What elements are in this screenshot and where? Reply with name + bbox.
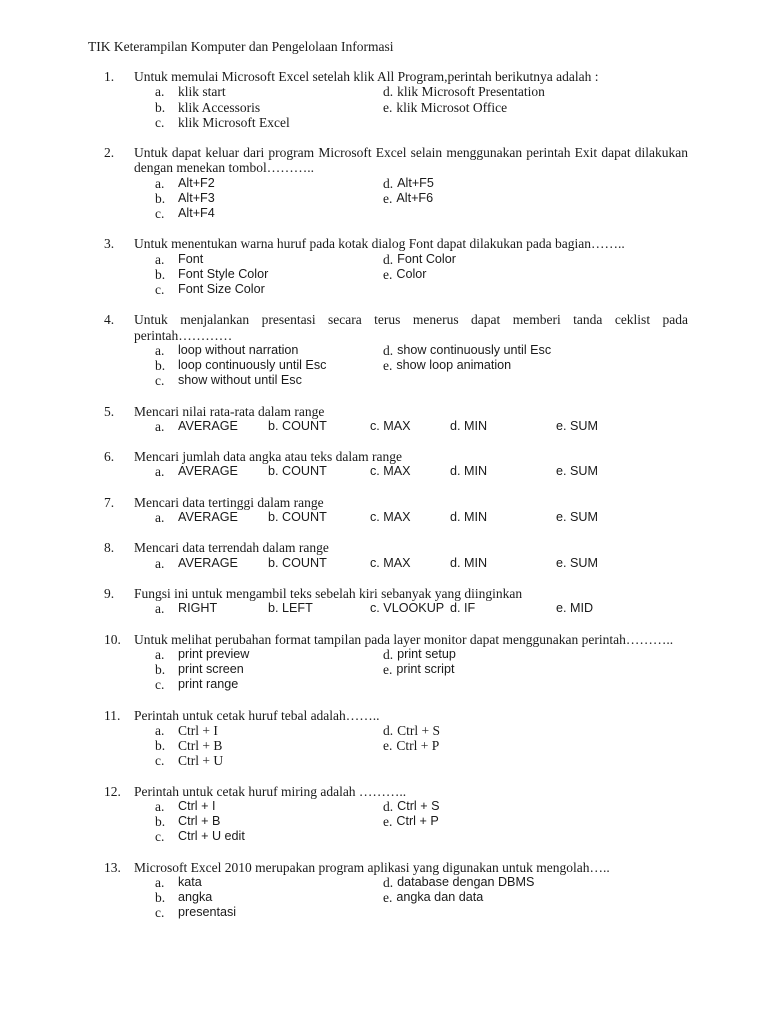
option-cell: c. MAX: [370, 555, 411, 570]
question-item: [88, 312, 688, 388]
option-item: [383, 358, 688, 373]
option-text: angka: [178, 889, 213, 904]
option-text: show without until Esc: [178, 373, 302, 388]
option-text: Ctrl + I: [178, 798, 216, 813]
option-letter: c.: [155, 114, 165, 130]
option-cell: e. MID: [556, 601, 594, 616]
question-item: [88, 632, 688, 693]
option-letter: d.: [383, 874, 394, 890]
question-number: [88, 784, 134, 845]
option-cell: d. MIN: [450, 555, 488, 570]
option-letter: e.: [383, 99, 393, 115]
option-letter: b.: [155, 190, 166, 206]
question-number-text: 13.: [104, 859, 121, 875]
option-cell: a.: [155, 601, 165, 617]
option-letter: b.: [155, 889, 166, 905]
option-letter: a.: [155, 175, 165, 191]
option-item: [383, 753, 688, 768]
option-letter: c.: [155, 905, 165, 921]
question-number: [88, 449, 134, 479]
option-letter: e.: [383, 889, 393, 905]
question-number: [88, 236, 134, 297]
option-list: [134, 647, 688, 693]
option-cell: c. VLOOKUP: [370, 601, 445, 616]
option-cell: d. MIN: [450, 418, 488, 433]
option-item: [383, 905, 688, 920]
option-cell: AVERAGE: [178, 464, 238, 479]
option-cell: a.: [155, 555, 165, 571]
option-item: [134, 100, 383, 115]
question-text: Mencari data terrendah dalam range: [134, 540, 329, 556]
question-body: [134, 449, 688, 479]
question-body: [134, 586, 688, 616]
question-body: [134, 632, 688, 693]
option-text: Ctrl + B: [178, 813, 221, 828]
option-text: loop without narration: [178, 342, 299, 357]
option-letter: d.: [383, 798, 394, 814]
question-item: [88, 449, 688, 479]
question-body: [134, 495, 688, 525]
question-number-text: 4.: [104, 312, 115, 328]
option-text: print setup: [397, 646, 456, 661]
option-item: [134, 723, 383, 738]
option-letter: d.: [383, 84, 394, 100]
option-item: [134, 358, 383, 373]
question-number: [88, 69, 134, 130]
question-number: [88, 404, 134, 434]
option-letter: d.: [383, 342, 394, 358]
option-text: Ctrl + P: [396, 813, 439, 828]
question-item: [88, 586, 688, 616]
option-text: Color: [396, 266, 427, 281]
option-cell: AVERAGE: [178, 418, 238, 433]
option-item: [383, 829, 688, 844]
option-letter: b.: [155, 661, 166, 677]
option-text: Font Size Color: [178, 282, 265, 297]
option-letter: a.: [155, 342, 165, 358]
option-item: [383, 115, 688, 130]
option-text: Font Color: [397, 251, 456, 266]
option-text: Alt+F5: [397, 175, 434, 190]
option-text: Ctrl + S: [397, 722, 440, 738]
option-text: Ctrl + I: [178, 722, 218, 738]
question-item: [88, 495, 688, 525]
option-text: klik Accessoris: [178, 99, 261, 115]
option-item: [383, 84, 688, 99]
option-letter: e.: [383, 737, 393, 753]
option-item: [134, 267, 383, 282]
option-item: [383, 647, 688, 662]
option-cell: e. SUM: [556, 418, 598, 433]
question-body: [134, 784, 688, 845]
question-number-text: 11.: [104, 707, 121, 723]
option-list: [134, 84, 688, 130]
option-letter: c.: [155, 677, 165, 693]
option-item: [383, 100, 688, 115]
option-text: print script: [396, 661, 455, 676]
option-letter: e.: [383, 813, 393, 829]
question-text: Untuk melihat perubahan format tampilan pada layer monitor dapat menggunakan perintah………..: [134, 631, 674, 647]
option-letter: a.: [155, 251, 165, 267]
question-number: [88, 708, 134, 769]
question-number: [88, 495, 134, 525]
option-item: [383, 875, 688, 890]
question-body: [134, 708, 688, 769]
option-item: [134, 191, 383, 206]
question-body: [134, 236, 688, 297]
question-number: [88, 632, 134, 693]
option-letter: d.: [383, 175, 394, 191]
option-item: [383, 890, 688, 905]
option-text: database dengan DBMS: [397, 874, 535, 889]
option-item: [134, 799, 383, 814]
option-item: [383, 191, 688, 206]
option-cell: e. SUM: [556, 555, 598, 570]
option-letter: e.: [383, 661, 393, 677]
option-cell: b. COUNT: [268, 555, 327, 570]
question-text: Microsoft Excel 2010 merupakan program aplikasi yang digunakan untuk mengolah…..: [134, 859, 610, 875]
option-letter: d.: [383, 251, 394, 267]
question-item: [88, 69, 688, 130]
option-item: [134, 829, 383, 844]
question-text: Untuk memulai Microsoft Excel setelah klik All Program,perintah berikutnya adalah :: [134, 69, 599, 85]
document-title: TIK Keterampilan Komputer dan Pengelolaan Informasi: [88, 39, 394, 54]
option-letter: a.: [155, 84, 165, 100]
question-text: Perintah untuk cetak huruf tebal adalah……..: [134, 707, 380, 723]
option-cell: e. SUM: [556, 464, 598, 479]
option-letter: c.: [155, 829, 165, 845]
question-body: [134, 69, 688, 130]
option-item: [134, 343, 383, 358]
option-text: loop continuously until Esc: [178, 358, 327, 373]
question-body: [134, 404, 688, 434]
option-text: Ctrl + B: [178, 737, 223, 753]
option-item: [134, 738, 383, 753]
option-cell: a.: [155, 464, 165, 480]
option-text: Ctrl + U: [178, 753, 224, 769]
option-letter: d.: [383, 646, 394, 662]
option-letter: b.: [155, 737, 166, 753]
option-cell: AVERAGE: [178, 555, 238, 570]
question-number-text: 3.: [104, 236, 115, 252]
option-list: [134, 875, 688, 921]
option-cell: e. SUM: [556, 510, 598, 524]
option-cell: b. COUNT: [268, 510, 327, 524]
option-item: [134, 905, 383, 920]
option-text: klik Microsot Office: [396, 99, 508, 115]
question-text: Fungsi ini untuk mengambil teks sebelah kiri sebanyak yang diinginkan: [134, 585, 523, 601]
option-cell: a.: [155, 510, 165, 525]
option-item: [134, 875, 383, 890]
option-letter: a.: [155, 722, 165, 738]
option-text: Font: [178, 251, 204, 266]
option-text: klik Microsoft Excel: [178, 114, 290, 130]
question-body: [134, 540, 688, 570]
option-letter: e.: [383, 358, 393, 374]
option-letter: a.: [155, 646, 165, 662]
option-row: [134, 419, 688, 434]
option-letter: e.: [383, 190, 393, 206]
question-item: [88, 404, 688, 434]
question-number-text: 2.: [104, 145, 115, 161]
question-body: [134, 145, 688, 221]
question-item: [88, 145, 688, 221]
question-body: [134, 860, 688, 921]
option-letter: c.: [155, 206, 165, 222]
option-item: [383, 799, 688, 814]
question-text: Mencari nilai rata-rata dalam range: [134, 403, 325, 419]
option-letter: c.: [155, 282, 165, 298]
option-cell: c. MAX: [370, 464, 411, 479]
option-cell: b. LEFT: [268, 601, 313, 616]
option-row: [134, 510, 688, 525]
option-letter: a.: [155, 798, 165, 814]
option-text: show continuously until Esc: [397, 342, 552, 357]
option-list: [134, 252, 688, 298]
option-row: [134, 464, 688, 479]
option-item: [383, 267, 688, 282]
question-number-text: 8.: [104, 540, 115, 556]
option-row: [134, 556, 688, 571]
question-number-text: 9.: [104, 585, 115, 601]
question-item: [88, 708, 688, 769]
question-number-text: 7.: [104, 494, 115, 510]
option-text: print range: [178, 677, 239, 692]
question-number-text: 5.: [104, 403, 115, 419]
option-text: print screen: [178, 661, 244, 676]
option-item: [134, 647, 383, 662]
option-cell: b. COUNT: [268, 418, 327, 433]
option-item: [134, 206, 383, 221]
question-number: [88, 312, 134, 388]
question-number-text: 12.: [104, 783, 121, 799]
option-list: [134, 799, 688, 845]
option-item: [383, 738, 688, 753]
option-text: Alt+F3: [178, 190, 215, 205]
option-item: [383, 206, 688, 221]
option-text: klik start: [178, 84, 226, 100]
option-letter: b.: [155, 358, 166, 374]
option-text: presentasi: [178, 905, 237, 920]
question-item: [88, 540, 688, 570]
option-text: Alt+F2: [178, 175, 215, 190]
question-text: Untuk menentukan warna huruf pada kotak dialog Font dapat dilakukan pada bagian……..: [134, 236, 625, 252]
option-item: [134, 373, 383, 388]
option-cell: AVERAGE: [178, 510, 238, 524]
option-text: Font Style Color: [178, 266, 269, 281]
option-item: [134, 753, 383, 768]
question-number-text: 1.: [104, 69, 115, 85]
question-list: [88, 69, 688, 920]
option-item: [134, 814, 383, 829]
question-body: [134, 312, 688, 388]
option-text: Alt+F4: [178, 206, 215, 221]
option-list: [134, 723, 688, 769]
option-item: [383, 252, 688, 267]
question-number: [88, 145, 134, 221]
option-cell: d. MIN: [450, 510, 488, 524]
option-letter: e.: [383, 266, 393, 282]
option-item: [134, 282, 383, 297]
option-text: show loop animation: [396, 358, 512, 373]
option-item: [383, 662, 688, 677]
option-letter: d.: [383, 722, 394, 738]
option-item: [134, 115, 383, 130]
option-item: [383, 176, 688, 191]
option-letter: b.: [155, 266, 166, 282]
question-number-text: 6.: [104, 449, 115, 465]
option-text: kata: [178, 874, 202, 889]
option-text: Ctrl + S: [397, 798, 440, 813]
option-text: Ctrl + P: [396, 737, 440, 753]
option-cell: d. IF: [450, 601, 476, 616]
option-letter: c.: [155, 753, 165, 769]
option-letter: b.: [155, 99, 166, 115]
option-item: [134, 252, 383, 267]
option-item: [383, 373, 688, 388]
option-item: [383, 814, 688, 829]
option-text: klik Microsoft Presentation: [397, 84, 545, 100]
option-item: [134, 662, 383, 677]
option-item: [383, 343, 688, 358]
option-cell: a.: [155, 418, 165, 434]
option-text: Ctrl + U edit: [178, 829, 245, 844]
option-cell: d. MIN: [450, 464, 488, 479]
option-item: [383, 677, 688, 692]
question-number: [88, 540, 134, 570]
option-cell: b. COUNT: [268, 464, 327, 479]
option-cell: RIGHT: [178, 601, 218, 616]
question-number: [88, 860, 134, 921]
question-number: [88, 586, 134, 616]
question-text: Untuk dapat keluar dari program Microsoft Excel selain menggunakan perintah Exit dapat dilakukan dengan menekan tombol………..: [134, 145, 688, 176]
question-text: Mencari jumlah data angka atau teks dalam range: [134, 449, 403, 465]
option-item: [383, 282, 688, 297]
option-row: [134, 601, 688, 616]
option-item: [134, 84, 383, 99]
option-item: [383, 723, 688, 738]
question-text: Perintah untuk cetak huruf miring adalah ………..: [134, 783, 407, 799]
question-item: [88, 860, 688, 921]
option-text: angka dan data: [396, 889, 484, 904]
option-cell: c. MAX: [370, 510, 411, 524]
option-item: [134, 176, 383, 191]
option-letter: b.: [155, 813, 166, 829]
question-text: Mencari data tertinggi dalam range: [134, 494, 324, 510]
option-item: [134, 677, 383, 692]
option-list: [134, 343, 688, 389]
option-text: print preview: [178, 646, 250, 661]
option-letter: c.: [155, 373, 165, 389]
option-cell: c. MAX: [370, 418, 411, 433]
option-item: [134, 890, 383, 905]
question-item: [88, 784, 688, 845]
option-text: Alt+F6: [396, 190, 434, 205]
question-text: Untuk menjalankan presentasi secara terus menerus dapat memberi tanda ceklist pada perintah…………: [134, 312, 688, 343]
question-item: [88, 236, 688, 297]
question-number-text: 10.: [104, 631, 121, 647]
option-list: [134, 176, 688, 222]
option-letter: a.: [155, 874, 165, 890]
